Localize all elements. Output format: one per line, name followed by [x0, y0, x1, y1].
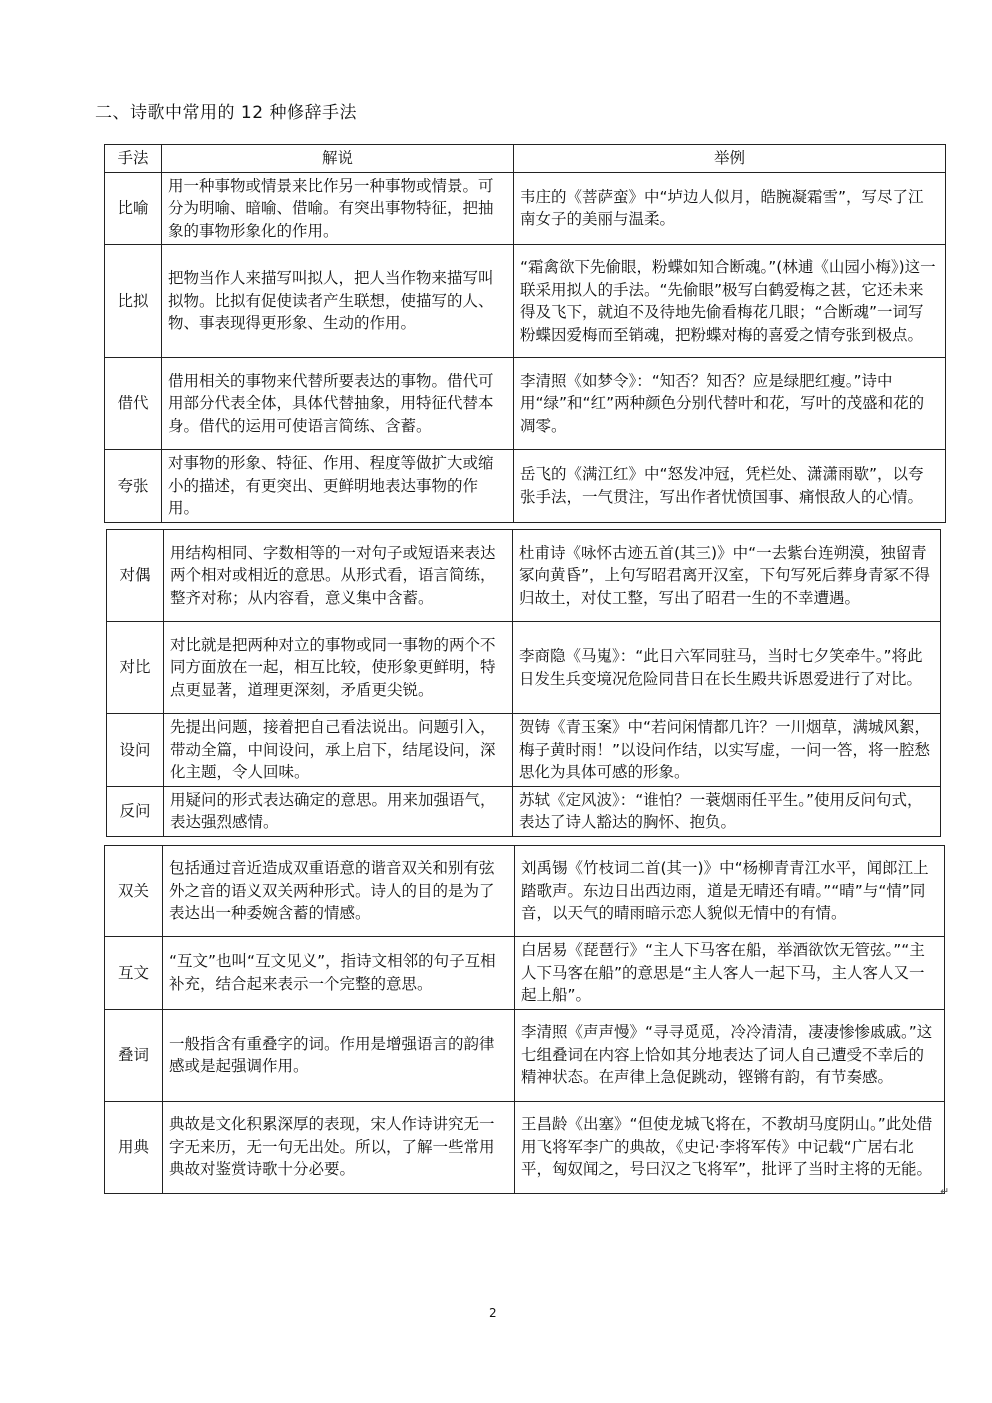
method-example: 韦庄的《菩萨蛮》中“垆边人似月，皓腕凝霜雪”，写尽了江南女子的美丽与温柔。 — [514, 172, 946, 245]
method-explanation: 典故是文化积累深厚的表现，宋人作诗讲究无一字无来历，无一句无出处。所以，了解一些常用典故对鉴赏诗歌十分必要。 — [163, 1101, 515, 1193]
method-example: 李商隐《马嵬》：“此日六军同驻马，当时七夕笑牵牛。”将此日发生兵变境况危险同昔日在长生殿共诉恩爱进行了对比。 — [513, 622, 941, 714]
table-header-row — [105, 145, 946, 173]
table-row — [105, 245, 946, 358]
method-example: 李清照《如梦令》：“知否？知否？应是绿肥红瘦。”诗中用“绿”和“红”两种颜色分别代替叶和花，写叶的茂盛和花的凋零。 — [514, 358, 946, 450]
method-example: 李清照《声声慢》“寻寻觅觅，冷冷清清，凄凄惨惨戚戚。”这七组叠词在内容上恰如其分地表达了词人自己遭受不幸后的精神状态。在声律上急促跳动，铿锵有韵，有节奏感。 — [515, 1009, 945, 1101]
rhetoric-table-2 — [106, 529, 941, 837]
method-explanation: 把物当作人来描写叫拟人，把人当作物来描写叫拟物。比拟有促使读者产生联想，使描写的人、物、事表现得更形象、生动的作用。 — [162, 245, 514, 358]
method-explanation: 一般指含有重叠字的词。作用是增强语言的韵律感或是起强调作用。 — [163, 1009, 515, 1101]
method-name: 借代 — [105, 358, 162, 450]
method-name: 设问 — [107, 714, 164, 787]
rhetoric-table-1 — [104, 144, 946, 523]
header-example: 举例 — [514, 145, 946, 173]
method-explanation: 对比就是把两种对立的事物或同一事物的两个不同方面放在一起，相互比较，使形象更鲜明，特点更显著，道理更深刻，矛盾更尖锐。 — [164, 622, 513, 714]
header-explanation: 解说 — [162, 145, 514, 173]
method-example: 刘禹锡《竹枝词二首(其一)》中“杨柳青青江水平，闻郎江上踏歌声。东边日出西边雨，道是无晴还有晴。”“晴”与“情”同音，以天气的晴雨暗示恋人貌似无情中的有情。 — [515, 846, 945, 937]
table-row — [105, 1009, 945, 1101]
method-example: 王昌龄《出塞》“但使龙城飞将在，不教胡马度阴山。”此处借用飞将军李广的典故，《史记·李将军传》中记载“广居右北平，匈奴闻之，号曰汉之飞将军”，批评了当时主将的无能。 — [515, 1101, 945, 1193]
method-name: 对比 — [107, 622, 164, 714]
table-row — [105, 1101, 945, 1193]
page-number: 2 — [489, 1306, 497, 1320]
method-explanation: “互文”也叫“互文见义”，指诗文相邻的句子互相补充，结合起来表示一个完整的意思。 — [163, 937, 515, 1010]
table-row — [105, 450, 946, 523]
table-row — [105, 358, 946, 450]
paragraph-mark: ↵ — [940, 1185, 950, 1198]
header-method: 手法 — [105, 145, 162, 173]
method-name: 互文 — [105, 937, 163, 1010]
method-explanation: 对事物的形象、特征、作用、程度等做扩大或缩小的描述，有更突出、更鲜明地表达事物的作用。 — [162, 450, 514, 523]
method-name: 叠词 — [105, 1009, 163, 1101]
table-row — [107, 786, 941, 836]
method-explanation: 用疑问的形式表达确定的意思。用来加强语气，表达强烈感情。 — [164, 786, 513, 836]
method-name: 比喻 — [105, 172, 162, 245]
method-explanation: 先提出问题，接着把自己看法说出。问题引入，带动全篇，中间设问，承上启下，结尾设问，深化主题，令人回味。 — [164, 714, 513, 787]
method-example: “霜禽欲下先偷眼，粉蝶如知合断魂。”(林逋《山园小梅》)这一联采用拟人的手法。“先偷眼”极写白鹤爱梅之甚，它还未来得及飞下，就迫不及待地先偷看梅花几眼；“合断魂”一词写粉蝶因爱梅而至销魂，把粉蝶对梅的喜爱之情夸张到极点。 — [514, 245, 946, 358]
method-example: 杜甫诗《咏怀古迹五首(其三)》中“一去紫台连朔漠，独留青冢向黄昏”，上句写昭君离开汉室，下句写死后葬身青冢不得归故土，对仗工整，写出了昭君一生的不幸遭遇。 — [513, 530, 941, 622]
method-example: 苏轼《定风波》：“谁怕？一蓑烟雨任平生。”使用反问句式，表达了诗人豁达的胸怀、抱负。 — [513, 786, 941, 836]
method-explanation: 包括通过音近造成双重语意的谐音双关和别有弦外之音的语义双关两种形式。诗人的目的是为了表达出一种委婉含蓄的情感。 — [163, 846, 515, 937]
table-row — [107, 622, 941, 714]
method-example: 白居易《琵琶行》“主人下马客在船，举酒欲饮无管弦。”“主人下马客在船”的意思是“主人客人一起下马，主人客人又一起上船”。 — [515, 937, 945, 1010]
table-row — [105, 846, 945, 937]
method-name: 比拟 — [105, 245, 162, 358]
method-name: 双关 — [105, 846, 163, 937]
method-explanation: 用结构相同、字数相等的一对句子或短语来表达两个相对或相近的意思。从形式看，语言简练，整齐对称；从内容看，意义集中含蓄。 — [164, 530, 513, 622]
table-row — [105, 172, 946, 245]
method-name: 夸张 — [105, 450, 162, 523]
method-name: 反问 — [107, 786, 164, 836]
page-title: 二、诗歌中常用的 12 种修辞手法 — [95, 103, 357, 123]
method-name: 用典 — [105, 1101, 163, 1193]
method-example: 贺铸《青玉案》中“若问闲情都几许？一川烟草，满城风絮，梅子黄时雨！”以设问作结，以实写虚，一问一答，将一腔愁思化为具体可感的形象。 — [513, 714, 941, 787]
table-row — [107, 714, 941, 787]
rhetoric-table-3 — [104, 845, 945, 1194]
method-example: 岳飞的《满江红》中“怒发冲冠，凭栏处、潇潇雨歇”，以夸张手法，一气贯注，写出作者忧愤国事、痛恨敌人的心情。 — [514, 450, 946, 523]
method-explanation: 用一种事物或情景来比作另一种事物或情景。可分为明喻、暗喻、借喻。有突出事物特征，把抽象的事物形象化的作用。 — [162, 172, 514, 245]
method-explanation: 借用相关的事物来代替所要表达的事物。借代可用部分代表全体，具体代替抽象，用特征代替本身。借代的运用可使语言简练、含蓄。 — [162, 358, 514, 450]
table-row — [105, 937, 945, 1010]
table-row — [107, 530, 941, 622]
method-name: 对偶 — [107, 530, 164, 622]
